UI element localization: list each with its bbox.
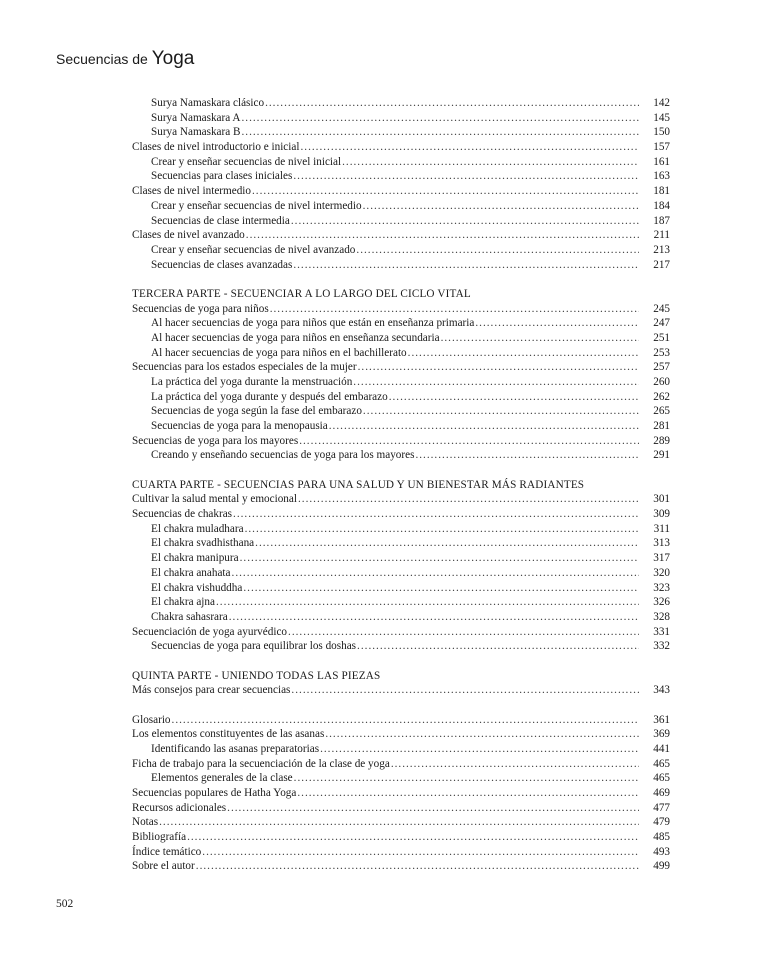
section-gap xyxy=(132,463,670,478)
toc-subentry xyxy=(132,390,670,405)
toc-entry-page: 251 xyxy=(653,331,670,344)
toc-entry-page: 163 xyxy=(653,170,670,183)
toc-entry-title: Creando y enseñando secuencias de yoga para los mayores xyxy=(151,449,415,462)
toc-entry xyxy=(132,140,670,155)
toc-entry-title: Cultivar la salud mental y emocional xyxy=(132,493,297,506)
toc-subentry xyxy=(132,111,670,126)
toc-subentry xyxy=(132,448,670,463)
toc-entry-page: 313 xyxy=(653,537,670,550)
toc-subentry xyxy=(132,742,670,757)
toc-subentry xyxy=(132,375,670,390)
toc-subentry xyxy=(132,155,670,170)
toc-entry-title: Notas xyxy=(132,816,159,829)
dot-leader xyxy=(408,346,639,361)
toc-entry-title: Secuencias de clases avanzadas xyxy=(151,258,293,271)
toc-block-cuarta xyxy=(132,492,670,654)
dot-leader xyxy=(293,258,639,273)
toc-subentry xyxy=(132,258,670,273)
toc-entry-title: Secuencias de yoga según la fase del embarazo xyxy=(151,405,362,418)
toc-block-backmatter xyxy=(132,713,670,875)
toc-subentry xyxy=(132,316,670,331)
toc-entry-title: Secuencias de chakras xyxy=(132,508,233,521)
toc-entry-title: Ficha de trabajo para la secuenciación de la clase de yoga xyxy=(132,757,390,770)
toc-entry-page: 317 xyxy=(653,552,670,565)
toc-entry-title: Identificando las asanas preparatorias xyxy=(151,742,320,755)
dot-leader xyxy=(300,140,639,155)
toc-entry-title: El chakra manipura xyxy=(151,552,239,565)
toc-entry-page: 245 xyxy=(653,302,670,315)
dot-leader xyxy=(325,727,639,742)
toc-entry-page: 309 xyxy=(653,508,670,521)
dot-leader xyxy=(227,801,639,816)
dot-leader xyxy=(233,507,639,522)
toc-subentry xyxy=(132,610,670,625)
dot-leader xyxy=(246,228,639,243)
toc-block-tercera xyxy=(132,302,670,464)
toc-entry xyxy=(132,786,670,801)
toc-entry-page: 301 xyxy=(653,493,670,506)
toc-entry-title: Crear y enseñar secuencias de nivel avanzado xyxy=(151,243,356,256)
toc-subentry xyxy=(132,771,670,786)
toc-entry-page: 150 xyxy=(653,126,670,139)
dot-leader xyxy=(299,434,639,449)
toc-block-quinta xyxy=(132,683,670,698)
dot-leader xyxy=(252,184,639,199)
toc-entry-page: 311 xyxy=(653,522,670,535)
toc-entry-page: 479 xyxy=(653,816,670,829)
toc-subentry xyxy=(132,346,670,361)
toc-entry-title: Índice temático xyxy=(132,845,202,858)
dot-leader xyxy=(270,302,639,317)
part-heading-tercera: TERCERA PARTE - SECUENCIAR A LO LARGO DEL CICLO VITAL xyxy=(132,287,471,300)
toc-entry xyxy=(132,360,670,375)
toc-entry-page: 157 xyxy=(653,141,670,154)
toc-entry-page: 211 xyxy=(653,229,670,242)
dot-leader xyxy=(196,859,639,874)
dot-leader xyxy=(475,316,639,331)
section-gap xyxy=(132,272,670,287)
toc-entry-page: 331 xyxy=(653,625,670,638)
toc-entry-page: 265 xyxy=(653,405,670,418)
part-heading-quinta: QUINTA PARTE - UNIENDO TODAS LAS PIEZAS xyxy=(132,669,381,682)
dot-leader xyxy=(320,742,639,757)
toc-entry-title: La práctica del yoga durante la menstruación xyxy=(151,375,353,388)
toc-subentry xyxy=(132,639,670,654)
toc-entry-title: Al hacer secuencias de yoga para niños en enseñanza secundaria xyxy=(151,331,440,344)
toc-entry-page: 247 xyxy=(653,317,670,330)
dot-leader xyxy=(353,375,639,390)
toc-entry-title: Recursos adicionales xyxy=(132,801,227,814)
toc-entry xyxy=(132,830,670,845)
section-gap xyxy=(132,654,670,669)
dot-leader xyxy=(342,155,639,170)
toc-entry-title: Clases de nivel avanzado xyxy=(132,229,245,242)
toc-entry-page: 332 xyxy=(653,640,670,653)
dot-leader xyxy=(297,786,639,801)
dot-leader xyxy=(291,214,639,229)
toc-subentry xyxy=(132,566,670,581)
toc-entry xyxy=(132,434,670,449)
toc-entry-page: 323 xyxy=(653,581,670,594)
toc-entry-title: Secuencias de clase intermedia xyxy=(151,214,290,227)
dot-leader xyxy=(357,639,639,654)
toc-entry-title: El chakra ajna xyxy=(151,596,215,609)
toc-entry-title: Secuencias de yoga para los mayores xyxy=(132,434,299,447)
toc-entry-page: 281 xyxy=(653,420,670,433)
toc-entry-title: Glosario xyxy=(132,713,171,726)
dot-leader xyxy=(241,111,639,126)
header-title-word: Yoga xyxy=(151,48,195,69)
toc-entry-title: Los elementos constituyentes de las asanas xyxy=(132,728,325,741)
toc-subentry xyxy=(132,551,670,566)
toc-subentry xyxy=(132,331,670,346)
toc-entry-page: 257 xyxy=(653,361,670,374)
toc-entry-page: 477 xyxy=(653,801,670,814)
toc-entry-title: El chakra muladhara xyxy=(151,522,244,535)
toc-entry-page: 145 xyxy=(653,111,670,124)
toc-entry-page: 485 xyxy=(653,831,670,843)
toc-entry xyxy=(132,625,670,640)
dot-leader xyxy=(389,390,639,405)
toc-entry-page: 262 xyxy=(653,390,670,403)
dot-leader xyxy=(415,448,639,463)
toc-subentry xyxy=(132,125,670,140)
toc-entry xyxy=(132,815,670,830)
toc-entry-title: Bibliografía xyxy=(132,831,187,843)
toc-entry-title: Secuencias para los estados especiales de la mujer xyxy=(132,361,357,374)
toc-entry-page: 291 xyxy=(653,449,670,462)
toc-entry-page: 343 xyxy=(653,684,670,697)
toc-entry xyxy=(132,683,670,698)
dot-leader xyxy=(298,492,639,507)
toc-entry-page: 499 xyxy=(653,860,670,873)
toc-entry-title: Crear y enseñar secuencias de nivel intermedio xyxy=(151,199,362,212)
toc-entry-page: 328 xyxy=(653,610,670,623)
dot-leader xyxy=(356,243,639,258)
toc-entry xyxy=(132,492,670,507)
toc-subentry xyxy=(132,536,670,551)
toc-entry xyxy=(132,859,670,874)
toc-entry-page: 326 xyxy=(653,596,670,609)
toc-entry-page: 369 xyxy=(653,728,670,741)
dot-leader xyxy=(245,522,639,537)
toc-entry-page: 181 xyxy=(653,185,670,198)
toc-entry-page: 184 xyxy=(653,199,670,212)
dot-leader xyxy=(216,595,639,610)
toc-entry-title: El chakra vishuddha xyxy=(151,581,243,594)
toc-entry-page: 260 xyxy=(653,375,670,388)
dot-leader xyxy=(187,830,639,845)
toc-entry-title: Secuenciación de yoga ayurvédico xyxy=(132,625,288,638)
toc-entry-page: 213 xyxy=(653,243,670,256)
toc-entry xyxy=(132,801,670,816)
toc-entry-title: El chakra anahata xyxy=(151,566,231,579)
dot-leader xyxy=(241,125,639,140)
toc-entry-page: 441 xyxy=(653,742,670,755)
dot-leader xyxy=(288,625,639,640)
dot-leader xyxy=(363,199,639,214)
toc-entry xyxy=(132,713,670,728)
toc-entry-title: Secuencias de yoga para niños xyxy=(132,302,269,315)
toc-entry-title: Elementos generales de la clase xyxy=(151,772,293,785)
toc-block-continued xyxy=(132,96,670,272)
toc-entry-title: Secuencias de yoga para la menopausia xyxy=(151,420,328,433)
toc-entry-page: 142 xyxy=(653,97,670,109)
toc-entry-title: Surya Namaskara B xyxy=(151,126,241,139)
dot-leader xyxy=(329,419,639,434)
toc-entry-page: 361 xyxy=(653,713,670,726)
dot-leader xyxy=(358,360,639,375)
dot-leader xyxy=(391,757,639,772)
toc-subentry xyxy=(132,214,670,229)
toc-entry-title: Chakra sahasrara xyxy=(151,610,228,623)
toc-entry-title: Clases de nivel intermedio xyxy=(132,185,251,198)
toc-subentry xyxy=(132,595,670,610)
toc-entry-title: El chakra svadhisthana xyxy=(151,537,255,550)
toc-entry xyxy=(132,507,670,522)
dot-leader xyxy=(255,536,639,551)
toc-entry-page: 187 xyxy=(653,214,670,227)
toc-entry-title: Al hacer secuencias de yoga para niños en el bachillerato xyxy=(151,346,407,359)
toc-subentry xyxy=(132,169,670,184)
toc-entry-title: Secuencias de yoga para equilibrar los doshas xyxy=(151,640,357,653)
dot-leader xyxy=(229,610,639,625)
toc-entry-page: 320 xyxy=(653,566,670,579)
toc-subentry xyxy=(132,199,670,214)
toc-entry-title: Más consejos para crear secuencias xyxy=(132,684,291,697)
toc-entry-page: 161 xyxy=(653,155,670,168)
dot-leader xyxy=(240,551,639,566)
toc-entry-title: Secuencias para clases iniciales xyxy=(151,170,293,183)
toc-entry xyxy=(132,302,670,317)
toc-entry-title: Surya Namaskara clásico xyxy=(151,97,265,109)
dot-leader xyxy=(243,581,639,596)
header-prefix: Secuencias de xyxy=(56,51,148,67)
toc-entry xyxy=(132,228,670,243)
toc-entry-title: La práctica del yoga durante y después del embarazo xyxy=(151,390,388,403)
section-gap xyxy=(132,698,670,713)
toc-subentry xyxy=(132,581,670,596)
toc-entry-title: Clases de nivel introductorio e inicial xyxy=(132,141,300,154)
dot-leader xyxy=(291,683,639,698)
toc-subentry xyxy=(132,522,670,537)
toc-entry-page: 217 xyxy=(653,258,670,271)
toc-entry-title: Surya Namaskara A xyxy=(151,111,241,124)
toc-entry-page: 465 xyxy=(653,757,670,770)
toc-subentry xyxy=(132,96,670,111)
toc-entry xyxy=(132,845,670,860)
toc-entry-title: Secuencias populares de Hatha Yoga xyxy=(132,786,297,799)
part-heading-cuarta: CUARTA PARTE - SECUENCIAS PARA UNA SALUD Y UN BIENESTAR MÁS RADIANTES xyxy=(132,478,585,491)
dot-leader xyxy=(293,169,639,184)
running-header xyxy=(56,48,194,70)
table-of-contents xyxy=(132,96,670,874)
dot-leader xyxy=(363,404,639,419)
toc-entry xyxy=(132,757,670,772)
dot-leader xyxy=(172,713,639,728)
dot-leader xyxy=(202,845,639,860)
toc-entry-page: 493 xyxy=(653,845,670,858)
toc-subentry xyxy=(132,243,670,258)
toc-entry-page: 469 xyxy=(653,786,670,799)
toc-entry xyxy=(132,727,670,742)
toc-entry xyxy=(132,184,670,199)
toc-entry-page: 465 xyxy=(653,772,670,785)
toc-subentry xyxy=(132,419,670,434)
dot-leader xyxy=(265,96,639,111)
dot-leader xyxy=(441,331,639,346)
toc-entry-page: 253 xyxy=(653,346,670,359)
dot-leader xyxy=(159,815,639,830)
dot-leader xyxy=(294,771,639,786)
dot-leader xyxy=(232,566,639,581)
page-number: 502 xyxy=(56,898,74,910)
toc-entry-title: Al hacer secuencias de yoga para niños que están en enseñanza primaria xyxy=(151,317,475,330)
toc-entry-title: Sobre el autor xyxy=(132,860,195,873)
toc-entry-title: Crear y enseñar secuencias de nivel inicial xyxy=(151,155,342,168)
toc-subentry xyxy=(132,404,670,419)
toc-entry-page: 289 xyxy=(653,434,670,447)
